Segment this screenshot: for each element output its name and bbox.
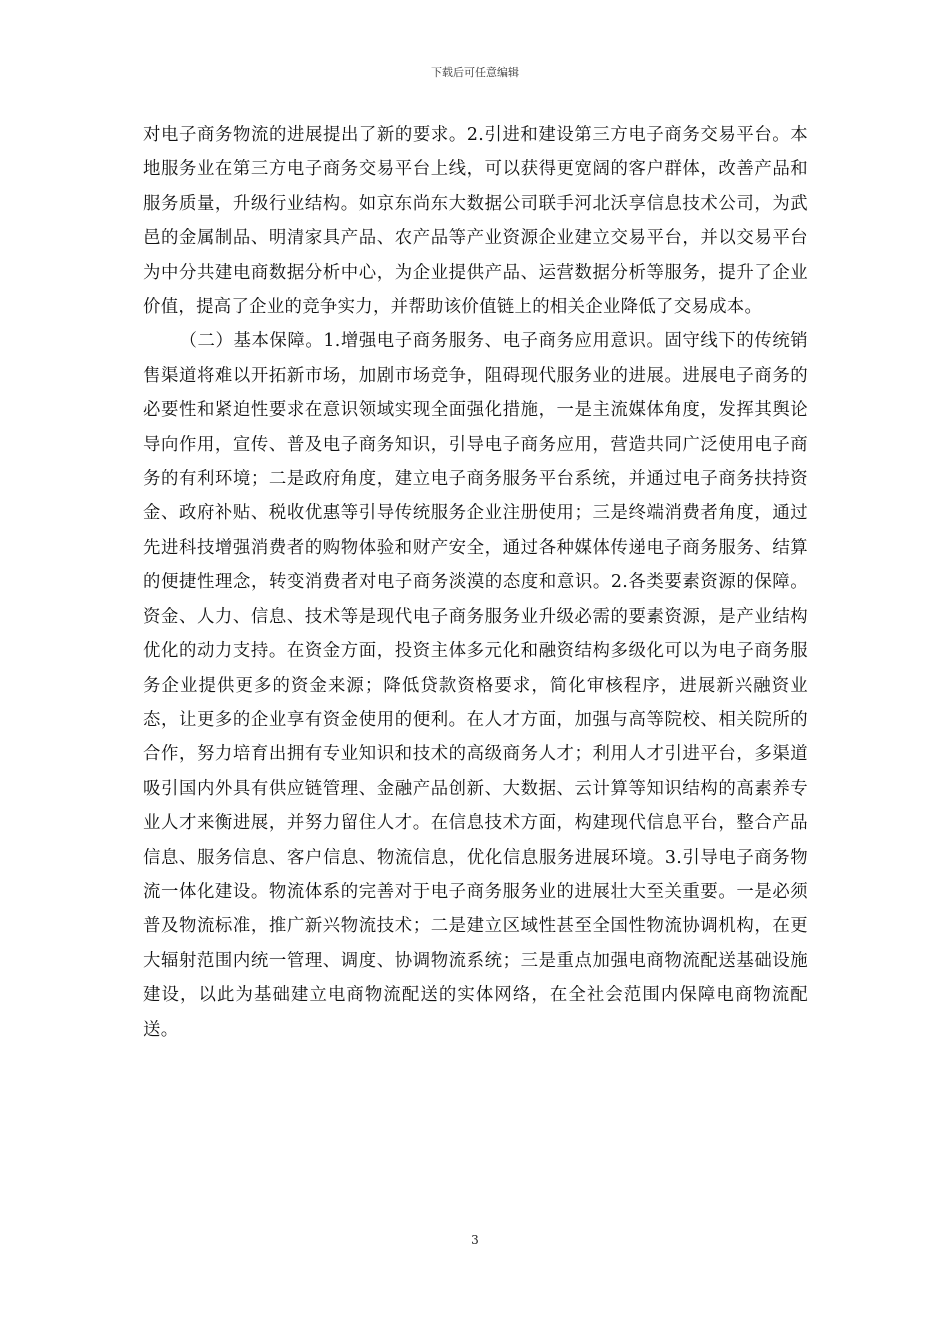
page-number: 3 (471, 1233, 479, 1247)
paragraph-basic-guarantee: （二）基本保障。1.增强电子商务服务、电子商务应用意识。固守线下的传统销售渠道将难以开拓新市场，加剧市场竞争，阻碍现代服务业的进展。进展电子商务的必要性和紧迫性要求在意识领域实现全面强化措施，一是主流媒体角度，发挥其舆论导向作用，宣传、普及电子商务知识，引导电子商务应用，营造共同广泛使用电子商务的有利环境；二是政府角度，建立电子商务服务平台系统，并通过电子商务扶持资金、政府补贴、税收优惠等引导传统服务企业注册使用；三是终端消费者角度，通过先进科技增强消费者的购物体验和财产安全，通过各种媒体传递电子商务服务、结算的便捷性理念，转变消费者对电子商务淡漠的态度和意识。2.各类要素资源的保障。资金、人力、信息、技术等是现代电子商务服务业升级必需的要素资源，是产业结构优化的动力支持。在资金方面，投资主体多元化和融资结构多级化可以为电子商务服务企业提供更多的资金来源；降低贷款资格要求，简化审核程序，进展新兴融资业态，让更多的企业享有资金使用的便利。在人才方面，加强与高等院校、相关院所的合作，努力培育出拥有专业知识和技术的高级商务人才；利用人才引进平台，多渠道吸引国内外具有供应链管理、金融产品创新、大数据、云计算等知识结构的高素养专业人才来衡进展，并努力留住人才。在信息技术方面，构建现代信息平台，整合产品信息、服务信息、客户信息、物流信息，优化信息服务进展环境。3.引导电子商务物流一体化建设。物流体系的完善对于电子商务服务业的进展壮大至关重要。一是必须普及物流标准，推广新兴物流技术；二是建立区域性甚至全国性物流协调机构，在更大辐射范围内统一管理、调度、协调物流系统；三是重点加强电商物流配送基础设施建设，以此为基础建立电商物流配送的实体网络，在全社会范围内保障电商物流配送。 (143, 331, 808, 1040)
page-header: 下载后可任意编辑 (431, 66, 519, 79)
document-body (143, 118, 808, 1047)
paragraph-continued: 对电子商务物流的进展提出了新的要求。2.引进和建设第三方电子商务交易平台。本地服务业在第三方电子商务交易平台上线，可以获得更宽阔的客户群体，改善产品和服务质量，升级行业结构。如京东尚东大数据公司联手河北沃享信息技术公司，为武邑的金属制品、明清家具产品、农产品等产业资源企业建立交易平台，并以交易平台为中分共建电商数据分析中心，为企业提供产品、运营数据分析等服务，提升了企业价值，提高了企业的竞争实力，并帮助该价值链上的相关企业降低了交易成本。 (143, 125, 808, 318)
